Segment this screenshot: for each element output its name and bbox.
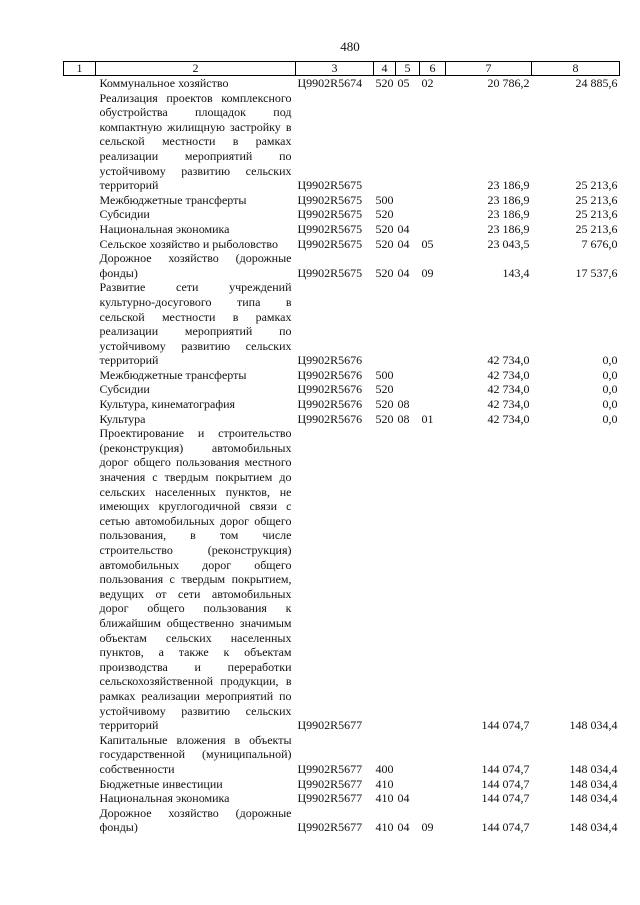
amount-col8-cell: 7 676,0	[581, 236, 618, 251]
item-name-cell: Сельское хозяйство и рыболовство	[99, 236, 279, 251]
target-code-cell: Ц9902R5677	[297, 718, 363, 733]
column-header-2: 2	[96, 62, 296, 76]
amount-col8-cell: 0,0	[602, 411, 618, 426]
amount-col7-cell: 42 734,0	[487, 367, 530, 382]
item-name-cell: Коммунальное хозяйство	[99, 76, 229, 90]
section-cell	[396, 368, 420, 383]
expense-type-cell: 500	[375, 367, 394, 382]
expense-type-cell: 520	[375, 397, 394, 412]
item-name-cell: Капитальные вложения в объекты государственной (муниципальной) собственности	[99, 732, 292, 776]
row-number-cell	[64, 207, 96, 222]
amount-col8-cell: 0,0	[602, 382, 618, 397]
amount-col8-cell: 25 213,6	[575, 192, 618, 207]
item-name-cell: Культура, кинематография	[99, 397, 236, 412]
target-code-cell: Ц9902R5676	[297, 411, 363, 426]
amount-col7-cell: 144 074,7	[481, 791, 530, 806]
target-code-cell: Ц9902R5675	[297, 221, 363, 236]
section-cell: 04	[397, 236, 410, 251]
subsection-cell	[420, 382, 446, 397]
subsection-cell	[420, 791, 446, 806]
table-body	[64, 76, 620, 835]
expense-type-cell: 410	[375, 791, 394, 806]
column-header-4: 4	[374, 62, 396, 76]
target-code-cell: Ц9902R5675	[297, 192, 363, 207]
item-name-cell: Бюджетные инвестиции	[99, 776, 223, 791]
amount-col7-cell: 20 786,2	[487, 76, 530, 90]
amount-col7-cell: 143,4	[502, 265, 530, 280]
target-code-cell: Ц9902R5677	[297, 776, 363, 791]
table-row	[64, 397, 620, 412]
expense-type-cell: 520	[375, 411, 394, 426]
column-header-3: 3	[296, 62, 374, 76]
amount-col7-cell: 23 186,9	[487, 178, 530, 193]
table-row	[64, 777, 620, 792]
subsection-cell	[420, 91, 446, 193]
target-code-cell: Ц9902R5677	[297, 820, 363, 835]
table-row	[64, 193, 620, 208]
column-header-6: 6	[420, 62, 446, 76]
section-cell: 05	[397, 76, 410, 90]
subsection-cell	[420, 207, 446, 222]
amount-col7-cell: 23 186,9	[487, 207, 530, 222]
row-number-cell	[64, 91, 96, 193]
item-name-cell: Культура	[99, 411, 146, 426]
table-row	[64, 91, 620, 193]
row-number-cell	[64, 777, 96, 792]
target-code-cell: Ц9902R5676	[297, 382, 363, 397]
expense-type-cell: 410	[375, 820, 394, 835]
row-number-cell	[64, 193, 96, 208]
subsection-cell	[420, 193, 446, 208]
expense-type-cell: 520	[375, 207, 394, 222]
row-number-cell	[64, 222, 96, 237]
subsection-cell: 01	[421, 411, 434, 426]
amount-col7-cell: 42 734,0	[487, 382, 530, 397]
target-code-cell: Ц9902R5675	[297, 178, 363, 193]
amount-col7-cell: 144 074,7	[481, 761, 530, 776]
subsection-cell: 05	[421, 236, 434, 251]
row-number-cell	[64, 368, 96, 383]
item-name-cell: Межбюджетные трансферты	[99, 367, 247, 382]
expense-type-cell: 520	[375, 382, 394, 397]
amount-col7-cell: 144 074,7	[481, 776, 530, 791]
row-number-cell	[64, 280, 96, 368]
table-row	[64, 251, 620, 280]
item-name-cell: Проектирование и строительство (реконструкция) автомобильных дорог общего пользования местного значения с твердым покрытием до сельских населенных пунктов, не имеющих круглогодичной связи с сетью автомобильных дорог общего пользования, в том числе строительство (реконструкция) автомобильных дорог общего пользования с твердым покрытием, ведущих от сети автомобильных дорог общего пользования к ближайшим общественно значимым объектам сельских населенных пунктов, а также к объектам производства и переработки сельскохозяйственной продукции, в рамках реализации мероприятий по устойчивому развитию сельских территорий	[99, 426, 292, 733]
row-number-cell	[64, 382, 96, 397]
table-row	[64, 733, 620, 777]
amount-col8-cell: 25 213,6	[575, 207, 618, 222]
page-number: 480	[340, 39, 360, 54]
row-number-cell	[64, 76, 96, 91]
item-name-cell: Национальная экономика	[99, 221, 230, 236]
amount-col8-cell: 148 034,4	[569, 761, 618, 776]
amount-col8-cell: 0,0	[602, 353, 618, 368]
column-number-row	[64, 62, 620, 76]
amount-col8-cell: 0,0	[602, 367, 618, 382]
row-number-cell	[64, 806, 96, 835]
subsection-cell: 09	[421, 265, 434, 280]
subsection-cell: 02	[421, 76, 434, 90]
subsection-cell	[420, 397, 446, 412]
amount-col8-cell: 148 034,4	[569, 791, 618, 806]
section-cell: 04	[397, 221, 410, 236]
section-cell	[396, 207, 420, 222]
amount-col8-cell: 148 034,4	[569, 718, 618, 733]
item-name-cell: Дорожное хозяйство (дорожные фонды)	[99, 251, 292, 280]
target-code-cell: Ц9902R5676	[297, 367, 363, 382]
row-number-cell	[64, 791, 96, 806]
subsection-cell	[420, 280, 446, 368]
subsection-cell	[420, 222, 446, 237]
section-cell: 08	[397, 397, 410, 412]
target-code-cell: Ц9902R5677	[297, 791, 363, 806]
expense-type-cell	[374, 426, 396, 732]
target-code-cell: Ц9902R5677	[297, 761, 363, 776]
amount-col8-cell: 148 034,4	[569, 776, 618, 791]
amount-col8-cell: 24 885,6	[575, 76, 618, 90]
target-code-cell: Ц9902R5675	[297, 265, 363, 280]
amount-col8-cell: 17 537,6	[575, 265, 618, 280]
row-number-cell	[64, 237, 96, 252]
section-cell	[396, 91, 420, 193]
expense-type-cell: 500	[375, 192, 394, 207]
amount-col7-cell: 144 074,7	[481, 718, 530, 733]
amount-col8-cell: 0,0	[602, 397, 618, 412]
amount-col7-cell: 42 734,0	[487, 397, 530, 412]
subsection-cell	[420, 733, 446, 777]
table-row	[64, 791, 620, 806]
table-row	[64, 368, 620, 383]
target-code-cell: Ц9902R5675	[297, 207, 363, 222]
expense-type-cell: 400	[375, 761, 394, 776]
section-cell	[396, 382, 420, 397]
subsection-cell	[420, 368, 446, 383]
table-row	[64, 237, 620, 252]
expense-type-cell: 520	[375, 76, 394, 90]
amount-col8-cell: 148 034,4	[569, 820, 618, 835]
expense-type-cell: 410	[375, 776, 394, 791]
table-row	[64, 382, 620, 397]
amount-col8-cell: 25 213,6	[575, 178, 618, 193]
table-row	[64, 280, 620, 368]
column-header-8: 8	[532, 62, 620, 76]
item-name-cell: Реализация проектов комплексного обустройства площадок под компактную жилищную застройку в сельской местности в рамках реализации мероприятий по устойчивому развитию сельских территорий	[99, 90, 292, 193]
section-cell	[396, 426, 420, 732]
budget-table	[63, 61, 620, 835]
section-cell	[396, 280, 420, 368]
amount-col8-cell: 25 213,6	[575, 221, 618, 236]
table-row	[64, 76, 620, 91]
section-cell: 04	[397, 265, 410, 280]
item-name-cell: Дорожное хозяйство (дорожные фонды)	[99, 805, 292, 835]
section-cell	[396, 193, 420, 208]
table-row	[64, 222, 620, 237]
amount-col7-cell: 42 734,0	[487, 411, 530, 426]
section-cell	[396, 733, 420, 777]
row-number-cell	[64, 397, 96, 412]
section-cell	[396, 777, 420, 792]
item-name-cell: Развитие сети учреждений культурно-досугового типа в сельской местности в рамках реализации мероприятий по устойчивому развитию сельских территорий	[99, 280, 292, 368]
amount-col7-cell: 23 043,5	[487, 236, 530, 251]
target-code-cell: Ц9902R5676	[297, 353, 363, 368]
item-name-cell: Субсидии	[99, 382, 150, 397]
expense-type-cell: 520	[375, 236, 394, 251]
table-row	[64, 426, 620, 732]
column-header-7: 7	[446, 62, 532, 76]
column-header-5: 5	[396, 62, 420, 76]
row-number-cell	[64, 426, 96, 732]
item-name-cell: Субсидии	[99, 207, 150, 222]
expense-type-cell: 520	[375, 221, 394, 236]
table-row	[64, 412, 620, 427]
target-code-cell: Ц9902R5674	[297, 76, 363, 90]
section-cell: 08	[397, 411, 410, 426]
amount-col7-cell: 23 186,9	[487, 192, 530, 207]
subsection-cell	[420, 426, 446, 732]
target-code-cell: Ц9902R5675	[297, 236, 363, 251]
table-row	[64, 207, 620, 222]
subsection-cell	[420, 777, 446, 792]
row-number-cell	[64, 412, 96, 427]
amount-col7-cell: 144 074,7	[481, 820, 530, 835]
amount-col7-cell: 23 186,9	[487, 221, 530, 236]
amount-col7-cell: 42 734,0	[487, 353, 530, 368]
item-name-cell: Национальная экономика	[99, 791, 230, 806]
section-cell: 04	[397, 820, 410, 835]
column-header-1: 1	[64, 62, 96, 76]
expense-type-cell: 520	[375, 265, 394, 280]
item-name-cell: Межбюджетные трансферты	[99, 192, 247, 207]
subsection-cell: 09	[421, 820, 434, 835]
row-number-cell	[64, 251, 96, 280]
expense-type-cell	[374, 280, 396, 368]
target-code-cell: Ц9902R5676	[297, 397, 363, 412]
section-cell: 04	[397, 791, 410, 806]
table-row	[64, 806, 620, 835]
row-number-cell	[64, 733, 96, 777]
expense-type-cell	[374, 91, 396, 193]
